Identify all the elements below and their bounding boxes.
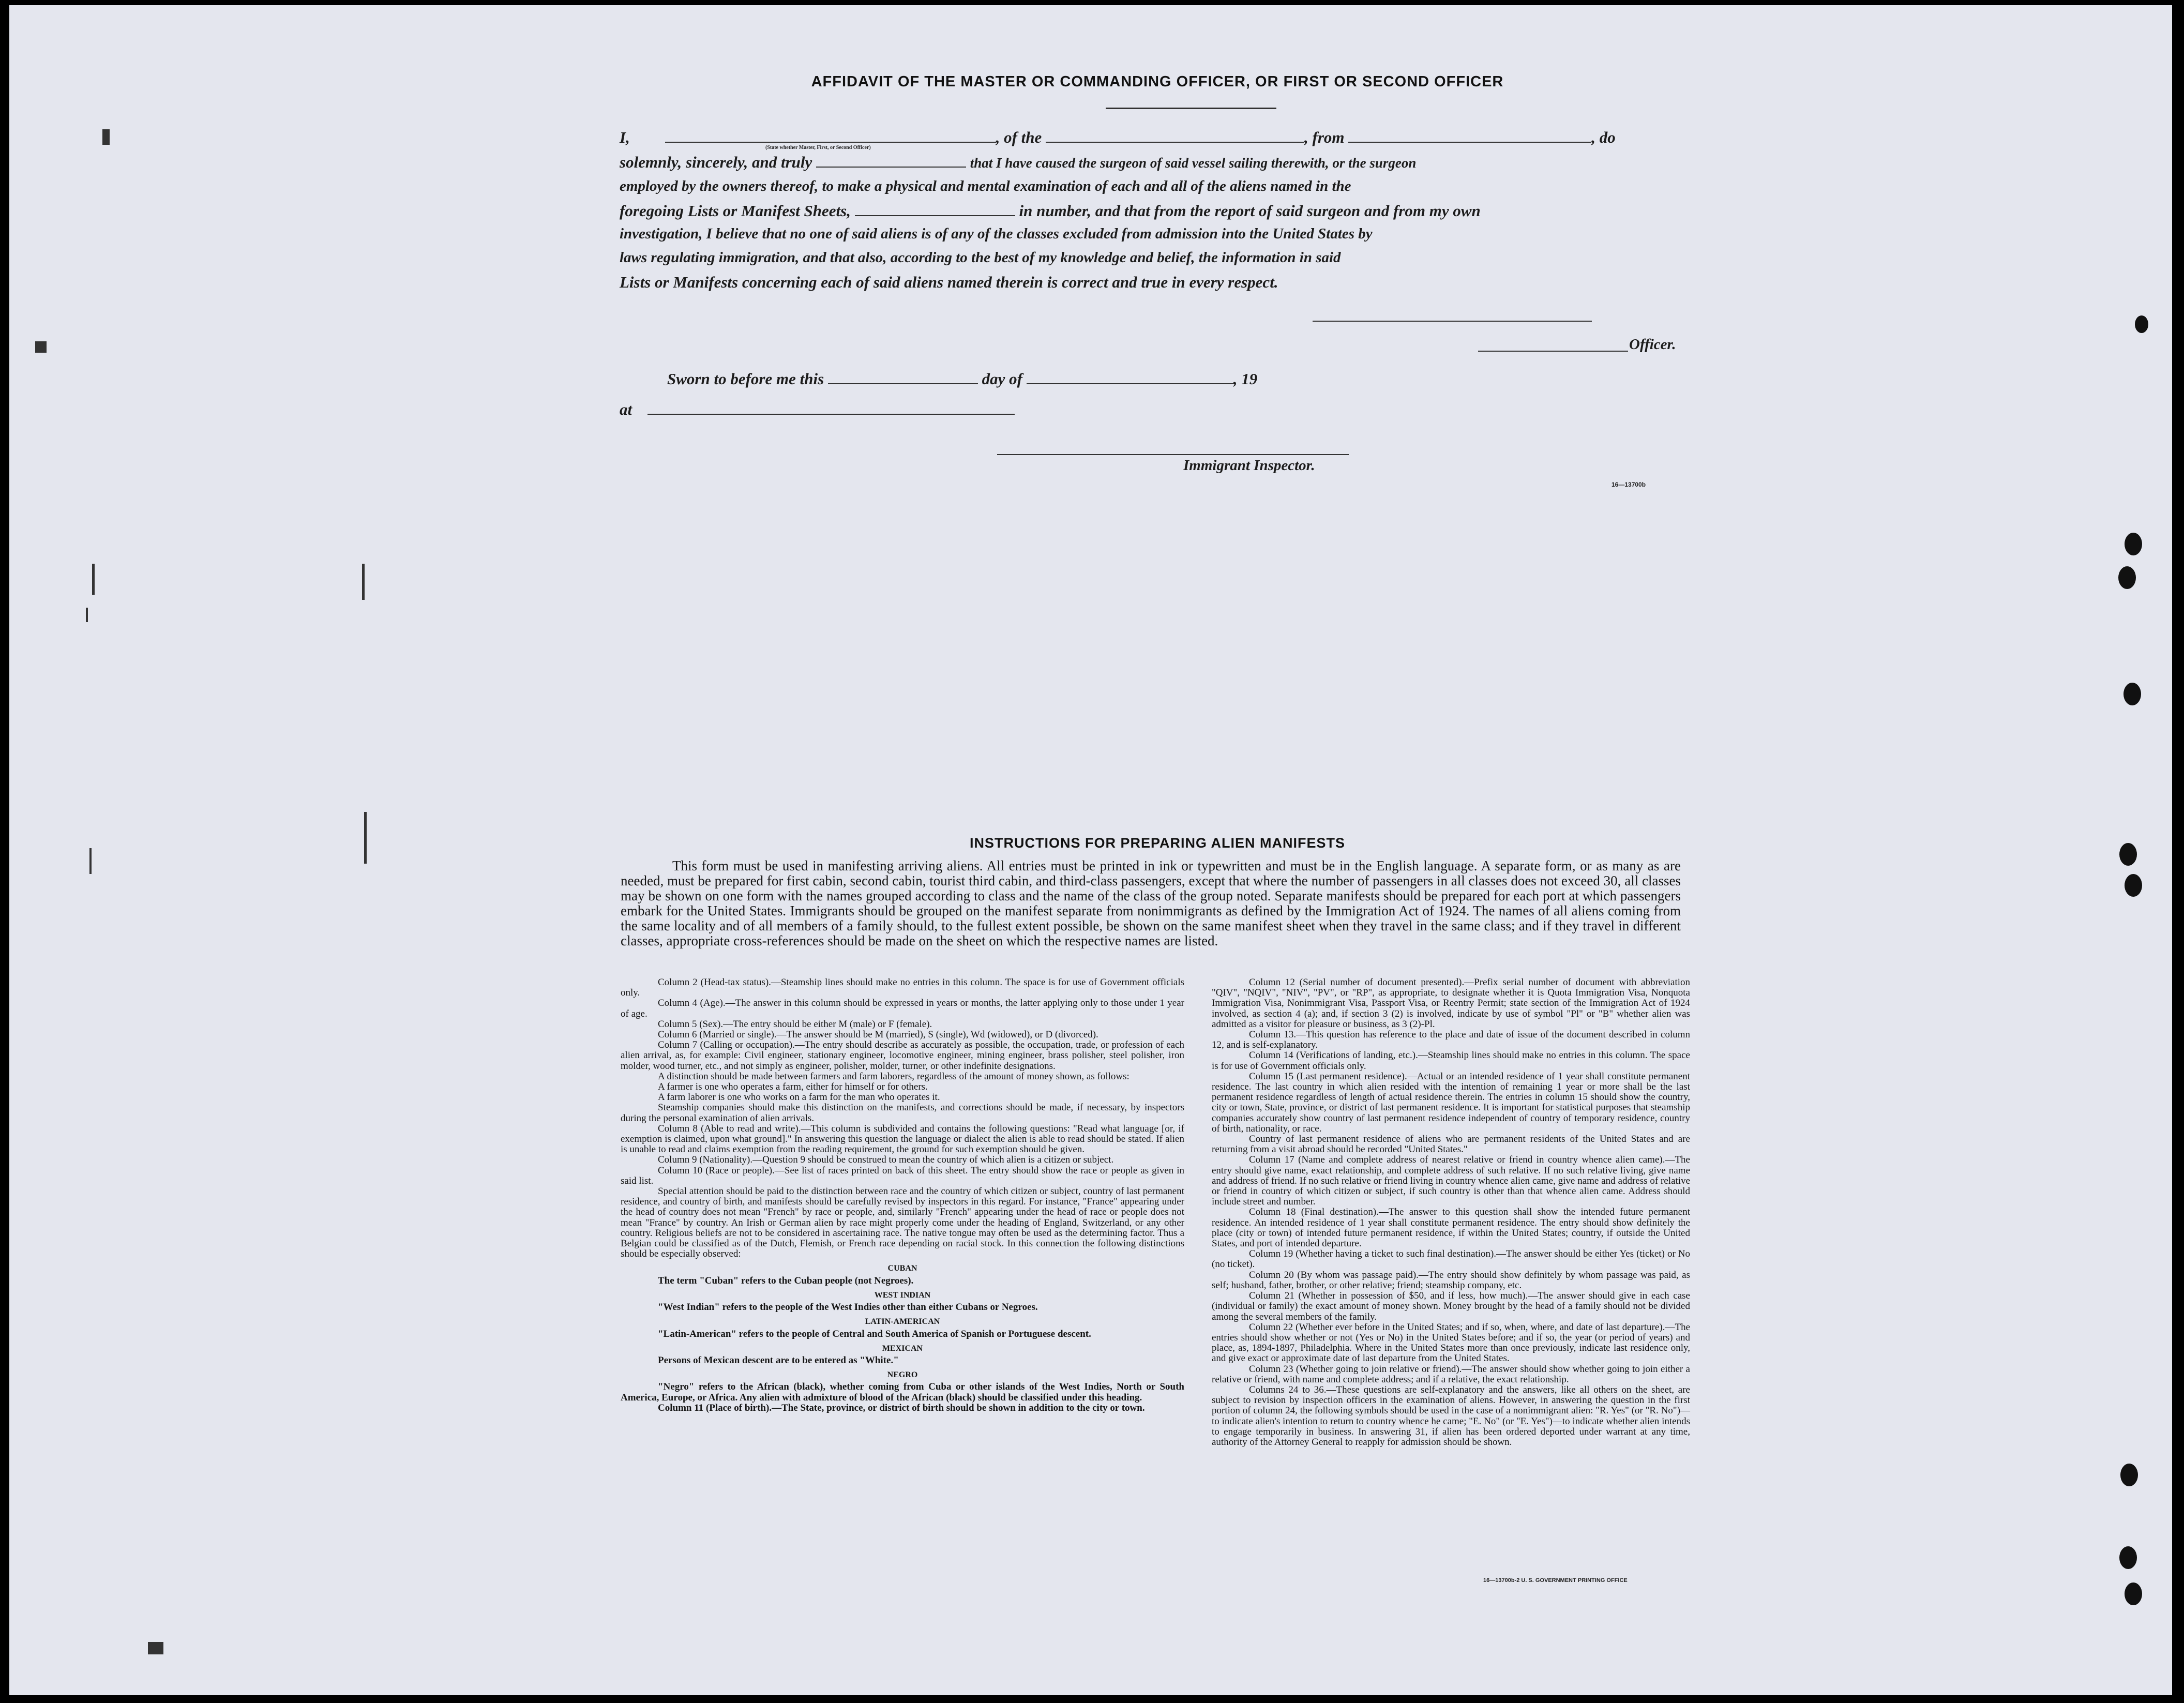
left-column-paragraph: Column 7 (Calling or occupation).—The entry should describe as accurately as possible, the occupation, trade, or profession of each alien arrival, as, for example: Civil engineer, stationary engineer, locomotive engineer, mining engineer, brass polisher, steel polisher, iron molder, wood turner, etc., and not simply as engineer, polisher, molder, turner, or other indefinite designations.	[621, 1039, 1184, 1072]
scan-mark	[35, 341, 47, 353]
vessel-name-field[interactable]	[1046, 131, 1304, 143]
signature-line[interactable]	[1313, 321, 1592, 322]
left-column-paragraph: Column 2 (Head-tax status).—Steamship lines should make no entries in this column. The space is for use of Government officials only.	[621, 977, 1184, 999]
binder-hole	[2125, 1583, 2142, 1605]
scan-mark	[362, 564, 365, 600]
distinction-text: The term "Cuban" refers to the Cuban people (not Negroes).	[658, 1275, 914, 1286]
right-column-paragraph: Column 15 (Last permanent residence).—Actual or an intended residence of 1 year shall constitute permanent residence. The last country in which alien resided with the intention of remaining 1 year or more shall be the last permanent residence regardless of length of actual residence therein. The entries in column 15 should show the country, city or town, State, province, or district of last permanent residence. It is important for statistical purposes that steamship companies accurately show country of last permanent residence independent of country of temporary residence, country of birth, nationality, or race.	[1212, 1071, 1690, 1134]
affidavit-i: I,	[620, 128, 630, 146]
scan-mark	[86, 608, 88, 622]
manifest-back-sheet	[9, 5, 2172, 1695]
right-column-paragraph: Column 12 (Serial number of document presented).—Prefix serial number of document with abbreviation "QIV", "NQIV", "NIV", "PV", or "RP", as appropriate, to designate whether it is Quota Immigration Visa, Nonquota Immigration Visa, Nonimmigrant Visa, Passport Visa, or Reentry Permit; state section of the Immigration Act of 1924 involved, as section 4 (a); and, if section 3 (2) is involved, indicate by use of symbol "Pl" or "B" whether alien was admitted as a visitor for pleasure or business, as 3 (2)-Pl.	[1212, 977, 1690, 1030]
instructions-footer-code: 16—13700b-2 U. S. GOVERNMENT PRINTING OFFICE	[1483, 1577, 1628, 1584]
binder-hole	[2135, 315, 2148, 333]
left-column-paragraph: A distinction should be made between farmers and farm laborers, regardless of the amount of money shown, as follows:	[658, 1071, 1129, 1082]
right-column-paragraph: Country of last permanent residence of aliens who are permanent residents of the United States and are returning from a visit abroad should be recorded "United States."	[1212, 1134, 1690, 1155]
scan-mark	[102, 129, 110, 145]
scan-mark	[89, 848, 92, 874]
affidavit-form-code: 16—13700b	[1611, 481, 1646, 488]
right-column-paragraph: Column 23 (Whether going to join relative or friend).—The answer should show whether going to join either a relative or friend, with name and complete address; and if a relative, the exact relationship.	[1212, 1363, 1690, 1385]
left-column-paragraph: Column 9 (Nationality).—Question 9 should be construed to mean the country of which alien is a citizen or subject.	[658, 1154, 1114, 1166]
distinction-text: "Latin-American" refers to the people of Central and South America of Spanish or Portuguese descent.	[658, 1328, 1091, 1339]
surgeon-field[interactable]	[816, 156, 966, 168]
left-column-paragraph: Column 5 (Sex).—The entry should be either M (male) or F (female).	[658, 1018, 932, 1030]
affidavit-line-2a: solemnly, sincerely, and truly	[620, 153, 812, 171]
binder-hole	[2120, 1464, 2138, 1486]
right-column-paragraph: Column 18 (Final destination).—The answer to this question shall show the intended future permanent residence. An intended residence of 1 year shall constitute permanent residence. The entry should show definitely the place (city or town) of intended future permanent residence, if within the United States; country, if outside the United States, and port of intended departure.	[1212, 1207, 1690, 1249]
right-column-paragraph: Column 20 (By whom was passage paid).—The entry should show definitely by whom passage was paid, as self; husband, father, brother, or other relative; friend; steamship company, etc.	[1212, 1269, 1690, 1291]
binder-hole	[2123, 683, 2141, 705]
affidavit-title: AFFIDAVIT OF THE MASTER OR COMMANDING OFFICER, OR FIRST OR SECOND OFFICER	[811, 73, 1504, 90]
distinction-text: "Negro" refers to the African (black), whether coming from Cuba or other islands of the West Indies, North or South America, Europe, or Africa. Any alien with admixture of blood of the African (black) should be classified under this heading.	[621, 1381, 1184, 1403]
at-label: at	[620, 400, 632, 418]
inspector-signature-line[interactable]	[997, 454, 1349, 455]
left-column-paragraph: A farmer is one who operates a farm, either for himself or for others.	[658, 1081, 928, 1093]
officer-label: Officer.	[1629, 336, 1676, 353]
left-column-paragraph: Column 10 (Race or people).—See list of races printed on back of this sheet. The entry should show the race or people as given in said list.	[621, 1165, 1184, 1186]
binder-hole	[2119, 1546, 2137, 1569]
instructions-title: INSTRUCTIONS FOR PREPARING ALIEN MANIFESTS	[969, 835, 1346, 851]
inspector-label: Immigrant Inspector.	[1183, 457, 1315, 474]
binder-hole	[2119, 843, 2137, 866]
affidavit-line-2	[620, 153, 1675, 172]
affidavit-body	[620, 5, 1695, 367]
at-line	[620, 400, 1085, 419]
left-column-paragraph: A farm laborer is one who works on a farm for the man who operates it.	[658, 1092, 940, 1103]
left-column-paragraph: Column 6 (Married or single).—The answer should be M (married), S (single), Wd (widowed), or D (divorced).	[658, 1029, 1098, 1041]
distinction-heading: CUBAN	[887, 1264, 917, 1273]
sheet-count-field[interactable]	[855, 205, 1015, 216]
distinction-heading: NEGRO	[887, 1370, 918, 1380]
rank-note: (State whether Master, First, or Second Officer)	[765, 145, 871, 150]
right-column-paragraph: Columns 24 to 36.—These questions are self-explanatory and the answers, like all others on the sheet, are subject to revision by inspection officers in the examination of aliens. However, in answering the question in the first portion of column 24, the following symbols should be used in the case of a nonimmigrant alien: "R. Yes" (or "R. No")—to indicate alien's intention to return to country whence he came; "E. No" (or "E. Yes")—to indicate whether alien intends to engage temporarily in business. In answering 31, if alien has been ordered deported under warrant at any time, authority of the Attorney General to reapply for admission should be shown.	[1212, 1384, 1690, 1448]
of-the-label: , of the	[996, 128, 1042, 146]
distinction-heading: WEST INDIAN	[874, 1290, 931, 1300]
binder-hole	[2125, 874, 2142, 897]
distinction-heading: LATIN-AMERICAN	[865, 1317, 940, 1327]
sworn-place-field[interactable]	[647, 403, 1015, 415]
left-column-paragraph: Special attention should be paid to the distinction between race and the country of which citizen or subject, country of last permanent residence, and country of birth, and manifests should be carefully revised by inspectors in this regard. For instance, "France" appearing under the head of country does not mean "French" by race or people, and, similarly "French" appearing under the head of race or people does not mean "France" by country. An Irish or German alien by race might properly come under the heading of England, Switzerland, or any other country. Religious beliefs are not to be considered in ascertaining race. The native tongue may often be used as the determining factor. Thus a Belgian could be classified as of the Dutch, Flemish, or French race depending on racial stock. In this connection the following distinctions should be especially observed:	[621, 1186, 1184, 1260]
affidavit-line-2b: that I have caused the surgeon of said vessel sailing therewith, or the surgeon	[970, 155, 1417, 171]
affidavit-line-5: investigation, I believe that no one of said aliens is of any of the classes excluded from admission into the United States by	[620, 225, 1373, 242]
column-11-note: Column 11 (Place of birth).—The State, province, or district of birth should be shown in addition to the city or town.	[658, 1402, 1145, 1413]
distinction-text: Persons of Mexican descent are to be entered as "White."	[658, 1354, 899, 1366]
departure-port-field[interactable]	[1348, 131, 1591, 143]
right-column-paragraph: Column 14 (Verifications of landing, etc.).—Steamship lines should make no entries in this column. The space is for use of Government officials only.	[1212, 1050, 1690, 1072]
left-column-paragraph: Column 8 (Able to read and write).—This column is subdivided and contains the following questions: "Read what language [or, if exemption is claimed, upon what ground]." In answering this question the language or dialect the alien is able to read should be stated. If alien is unable to read and claims exemption from the reading requirement, the ground for such exemption should be given.	[621, 1123, 1184, 1155]
officer-rank-field[interactable]	[665, 131, 996, 143]
left-column-paragraph: Steamship companies should make this distinction on the manifests, and corrections should be made, if necessary, by inspectors during the personal examination of alien arrivals.	[621, 1102, 1184, 1124]
scan-mark	[92, 564, 95, 595]
scan-mark	[364, 812, 367, 864]
binder-hole	[2125, 533, 2142, 555]
instructions-intro: This form must be used in manifesting arriving aliens. All entries must be printed in ink or typewritten and must be in the English language. A separate form, or as many as are needed, must be prepared for first cabin, second cabin, tourist third cabin, and third-class passengers, except that where the number of passengers in all classes does not exceed 30, all classes may be shown on one form with the names grouped according to class and the name of the class of the group noted. Separate manifests should be prepared for each port at which passengers embark for the United States. Immigrants should be grouped on the manifest separate from nonimmigrants as defined by the Immigration Act of 1924. The names of all aliens coming from the same locality and of all members of a family should, to the fullest extent possible, be shown on the same manifest sheet when they travel in the same class; and if they travel in different classes, appropriate cross-references should be made on the sheet on which the respective names are listed.	[621, 858, 1681, 948]
do-label: , do	[1591, 128, 1616, 146]
affidavit-line-7: Lists or Manifests concerning each of said aliens named therein is correct and true in every respect.	[620, 273, 1278, 291]
distinction-heading: MEXICAN	[882, 1344, 923, 1353]
affidavit-line-4a: foregoing Lists or Manifest Sheets,	[620, 202, 851, 220]
right-column-paragraph: Column 17 (Name and complete address of nearest relative or friend in country whence alien came).—The entry should give name, exact relationship, and complete address of such relative. If no such relative living, give name and address of friend. If no such relative or friend living in country whence alien came, give name and address of relative or friend in country of which citizen or subject, if such country is other than that whence alien came. Address should include street and number.	[1212, 1154, 1690, 1208]
affidavit-line-1	[620, 128, 1675, 147]
day-of-label: day of	[982, 370, 1022, 388]
officer-signature-line[interactable]	[1478, 351, 1628, 352]
sworn-day-field[interactable]	[828, 373, 978, 384]
affidavit-line-3: employed by the owners thereof, to make a physical and mental examination of each and all of the aliens named in the	[620, 178, 1351, 194]
scan-mark	[148, 1642, 163, 1654]
from-label: , from	[1304, 128, 1345, 146]
affidavit-line-4	[620, 202, 1675, 220]
instructions-left-column	[621, 977, 1184, 1413]
binder-hole	[2118, 566, 2136, 589]
affidavit-line-6: laws regulating immigration, and that also, according to the best of my knowledge and belief, the information in said	[620, 249, 1341, 266]
right-column-paragraph: Column 13.—This question has reference to the place and date of issue of the document described in column 12, and is self-explanatory.	[1212, 1029, 1690, 1051]
right-column-paragraph: Column 22 (Whether ever before in the United States; and if so, when, where, and date of last departure).—The entries should show whether or not (Yes or No) in the United States before; and if so, the year (or period of years) and place, as, 1894-1897, Philadelphia. Where in the United States more than once previously, indicate last residence only, and give exact or approximate date of last departure from the United States.	[1212, 1321, 1690, 1364]
affidavit-line-4b: in number, and that from the report of said surgeon and from my own	[1019, 202, 1481, 220]
instructions-right-column	[1212, 977, 1690, 1448]
year-prefix: , 19	[1233, 370, 1258, 388]
sworn-label: Sworn to before me this	[667, 370, 824, 388]
left-column-paragraph: Column 4 (Age).—The answer in this column should be expressed in years or months, the latter applying only to those under 1 year of age.	[621, 998, 1184, 1019]
right-column-paragraph: Column 21 (Whether in possession of $50, and if less, how much).—The answer should give in each case (individual or family) the exact amount of money shown. Money brought by the head of a family should not be divided among the several members of the family.	[1212, 1290, 1690, 1322]
right-column-paragraph: Column 19 (Whether having a ticket to such final destination).—The answer should be either Yes (ticket) or No (no ticket).	[1212, 1248, 1690, 1270]
distinction-text: "West Indian" refers to the people of the West Indies other than either Cubans or Negroes.	[658, 1302, 1038, 1313]
sworn-month-field[interactable]	[1027, 373, 1233, 384]
sworn-line	[667, 370, 1443, 388]
